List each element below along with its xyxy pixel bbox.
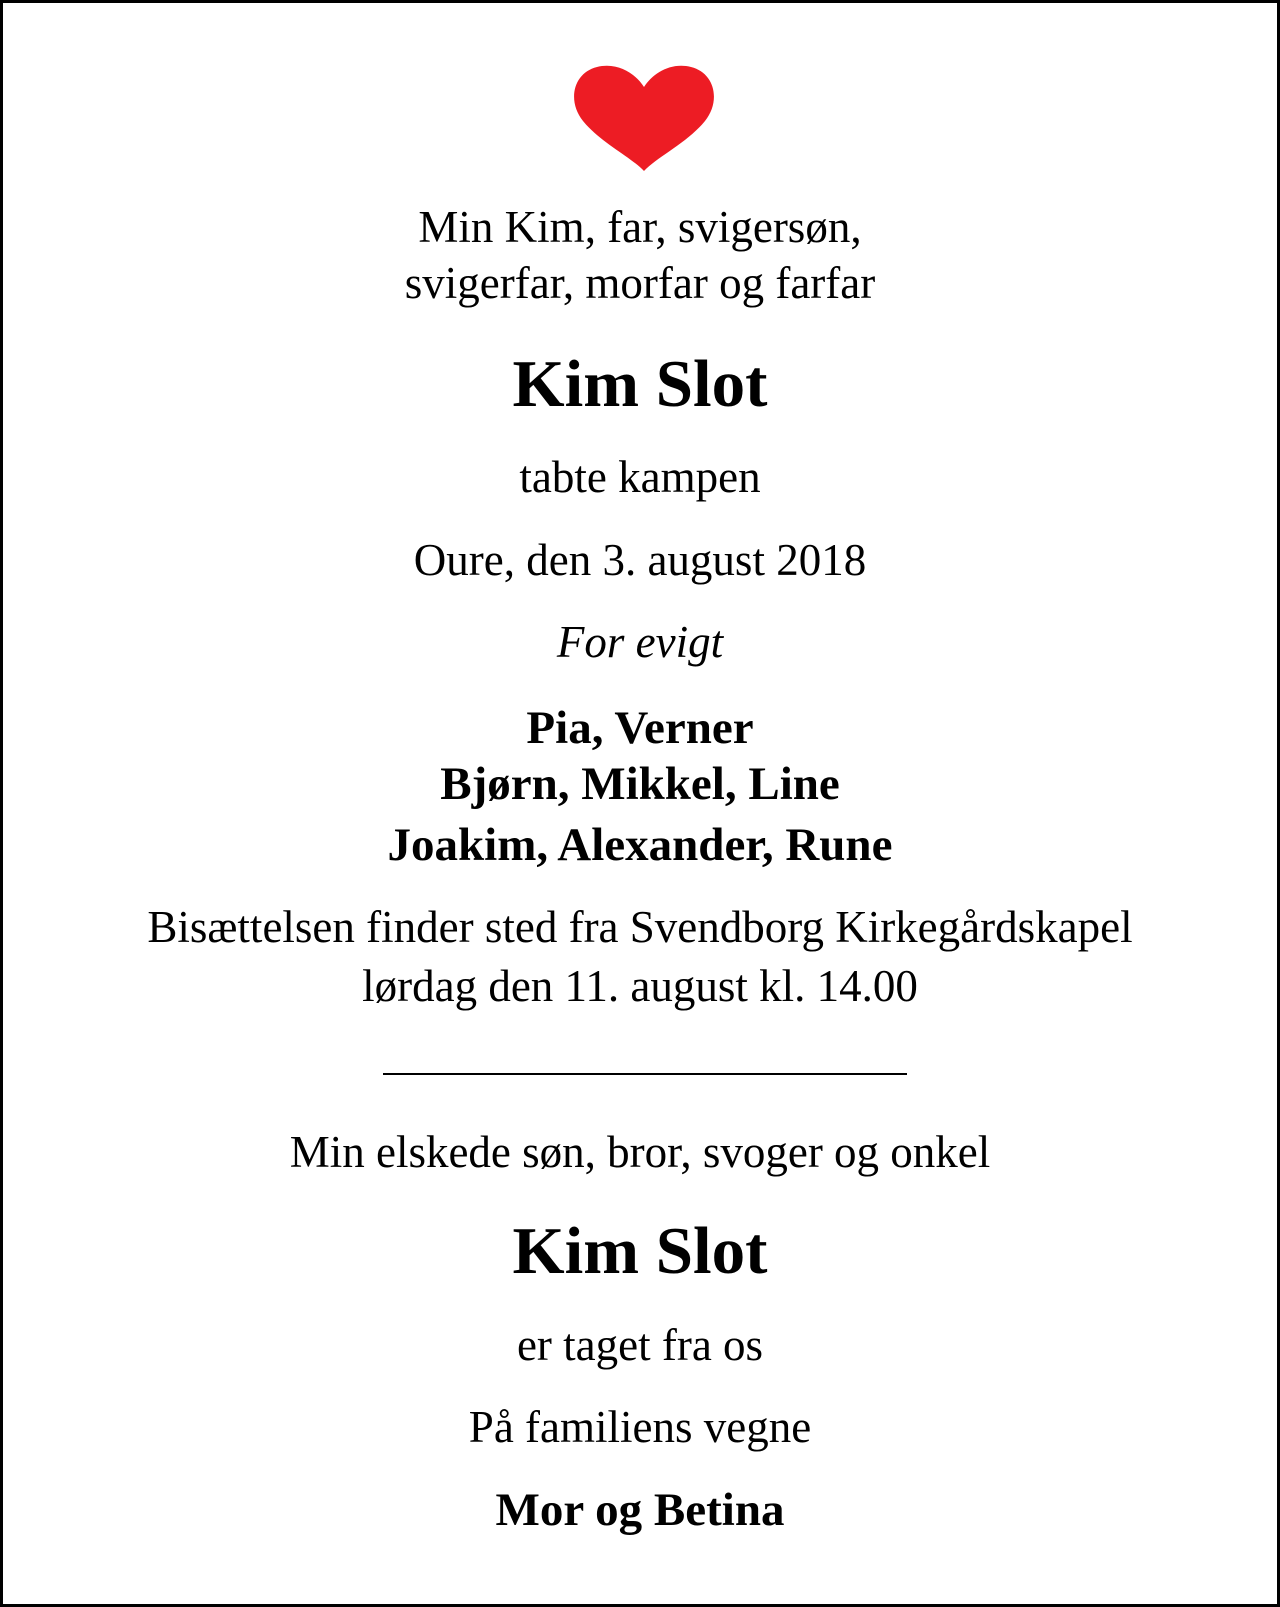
funeral-line-2: lørdag den 11. august kl. 14.00 — [362, 961, 918, 1011]
place-date: Oure, den 3. august 2018 — [413, 535, 867, 585]
signer-line-3: Joakim, Alexander, Rune — [387, 819, 893, 871]
intro-line-1: Min Kim, far, svigersøn, — [418, 202, 862, 252]
on-behalf-line: På familiens vegne — [468, 1402, 812, 1452]
deceased-name: Kim Slot — [512, 347, 768, 421]
second-statement: er taget fra os — [516, 1320, 764, 1370]
second-deceased-name: Kim Slot — [512, 1214, 768, 1288]
second-signers: Mor og Betina — [495, 1484, 785, 1536]
heart-shape — [574, 66, 714, 171]
intro-line-2: svigerfar, morfar og farfar — [404, 258, 876, 308]
signer-line-1: Pia, Verner — [526, 702, 754, 754]
second-intro: Min elskede søn, bror, svoger og onkel — [289, 1127, 991, 1177]
heart-icon — [571, 65, 717, 171]
statement: tabte kampen — [519, 452, 761, 502]
motto: For evigt — [556, 617, 724, 667]
signer-line-2: Bjørn, Mikkel, Line — [440, 758, 840, 810]
section-divider — [383, 1073, 907, 1075]
funeral-line-1: Bisættelsen finder sted fra Svendborg Kirkegårdskapel — [147, 902, 1133, 952]
